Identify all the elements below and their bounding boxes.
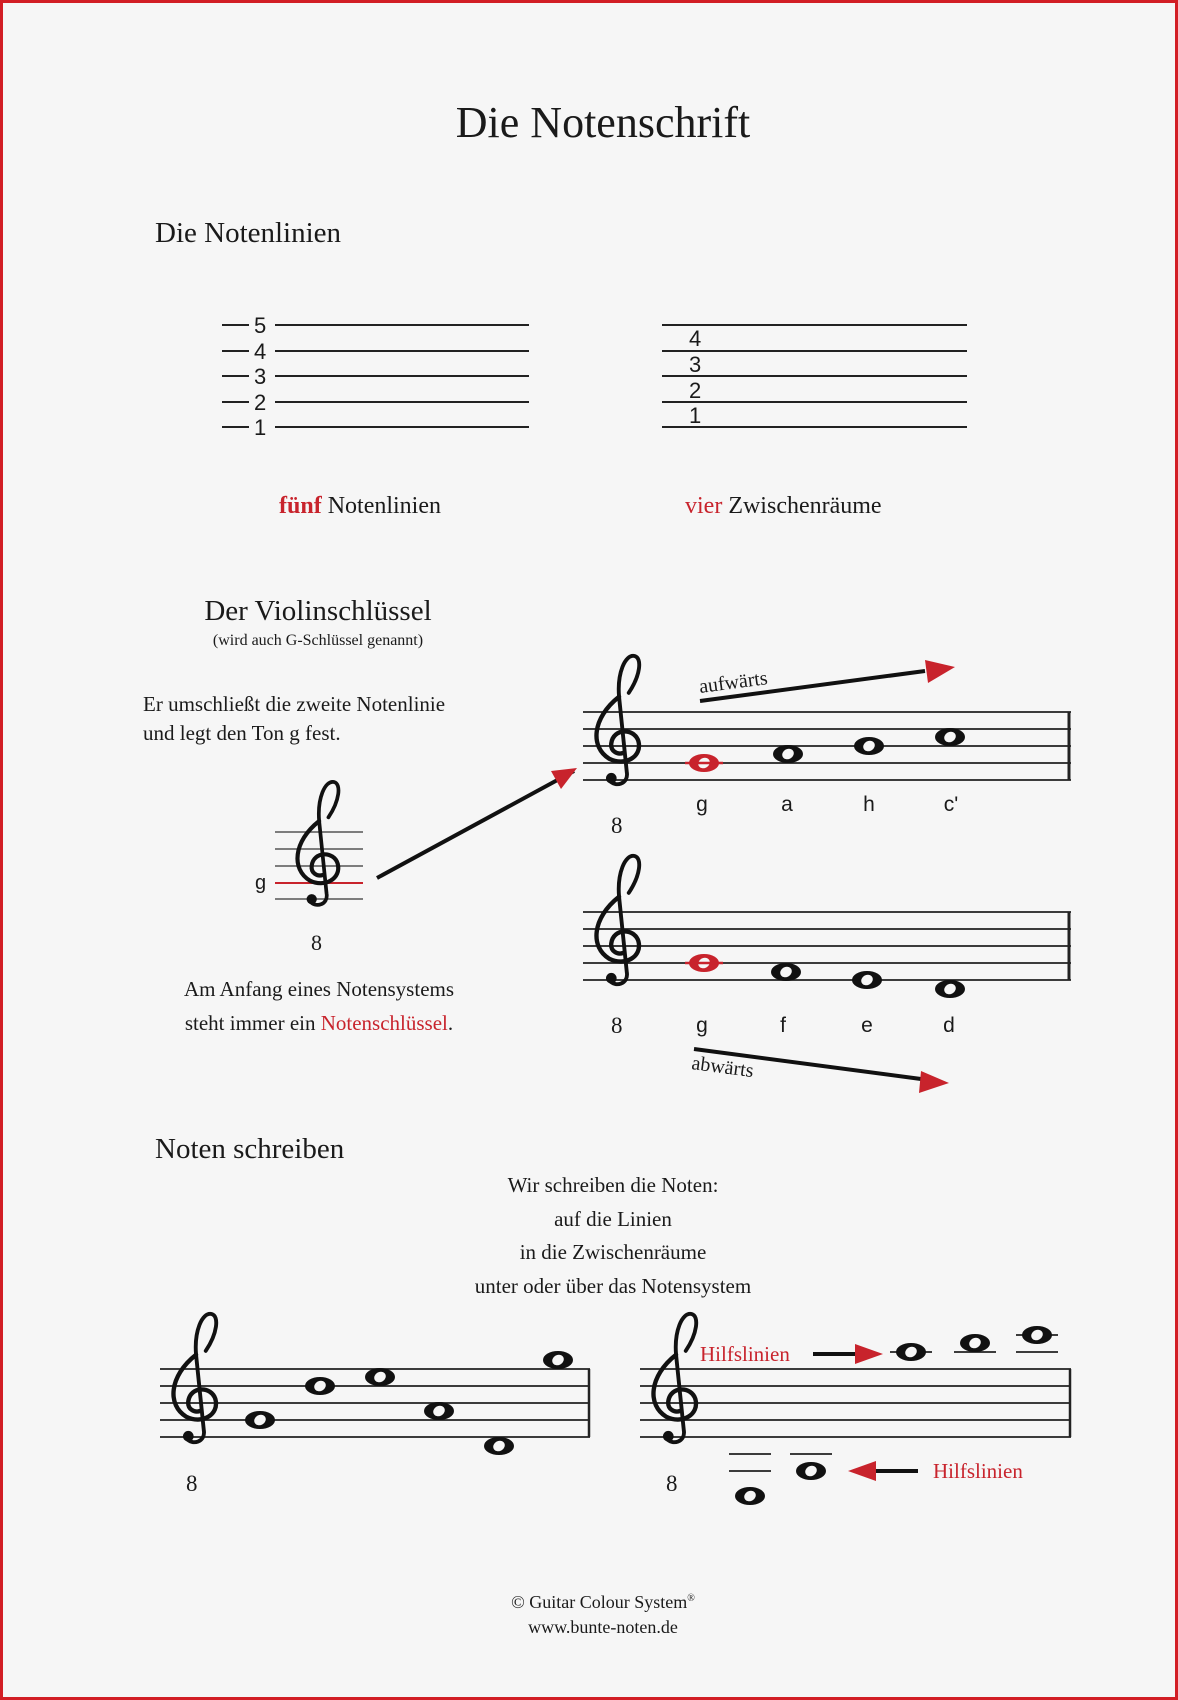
ledger-label-bottom: Hilfslinien (933, 1459, 1023, 1483)
note-emphasis: Notenschlüssel (320, 1011, 448, 1035)
four-spaces-diagram (662, 325, 967, 427)
arrowhead-icon (848, 1461, 876, 1481)
space-number: 2 (689, 378, 702, 403)
note-head (935, 728, 965, 746)
note-head (854, 737, 884, 755)
line-number: 2 (254, 390, 267, 415)
note-head (773, 745, 803, 763)
note-head (960, 1334, 990, 1352)
note-name: g (696, 793, 708, 816)
pointer-arrow (377, 771, 574, 878)
description-line: und legt den Ton g fest. (143, 721, 341, 745)
note-name: d (943, 1014, 955, 1037)
line-number: 5 (254, 313, 267, 338)
line-number: 1 (254, 415, 267, 440)
description-line: Er umschließt die zweite Notenlinie (143, 692, 446, 716)
note-name: a (781, 793, 793, 816)
g-label: g (255, 872, 267, 894)
caption-emphasis: vier (685, 493, 723, 519)
caption-emphasis: fünf (279, 493, 322, 519)
note-name: h (863, 793, 875, 816)
note-head (735, 1487, 765, 1505)
space-number: 3 (689, 352, 702, 377)
instruction-line: Wir schreiben die Noten: (507, 1173, 719, 1197)
instruction-line: in die Zwischenräume (519, 1240, 707, 1264)
note-line: Am Anfang eines Notensystems (183, 977, 455, 1001)
space-number: 1 (689, 403, 702, 428)
copyright (3, 1586, 1178, 1615)
clef-octave-label: 8 (666, 1471, 678, 1496)
note-head (484, 1437, 514, 1455)
section-subheading: (wird auch G-Schlüssel genannt) (212, 632, 424, 649)
arrowhead-icon (919, 1071, 949, 1093)
line-number: 4 (254, 339, 267, 364)
footer (3, 1586, 1178, 1640)
arrowhead-icon (925, 660, 955, 683)
staff-notes-example (160, 1314, 590, 1496)
small-clef-staff (255, 782, 363, 955)
note-head (424, 1402, 454, 1420)
clef-description (143, 690, 445, 748)
note-head (365, 1368, 395, 1386)
five-lines-caption (279, 493, 441, 520)
section-heading-noten-schreiben: Noten schreiben (155, 1133, 345, 1165)
arrowhead-icon (551, 768, 577, 789)
note-name: c' (943, 793, 959, 816)
upward-label: aufwärts (697, 667, 769, 698)
clef-octave-label: 8 (311, 930, 322, 955)
note-name: f (780, 1014, 786, 1037)
page-title: Die Notenschrift (455, 98, 751, 147)
five-lines-diagram (222, 325, 529, 427)
four-spaces-caption (685, 493, 882, 520)
note-head (305, 1377, 335, 1395)
note-text: steht immer ein (184, 1011, 321, 1035)
arrowhead-icon (855, 1344, 883, 1364)
space-number: 4 (689, 326, 702, 351)
note-head (245, 1411, 275, 1429)
note-name: e (861, 1014, 873, 1037)
clef-octave-label: 8 (611, 1013, 623, 1038)
line-number: 3 (254, 364, 267, 389)
copyright-text: © Guitar Colour System (511, 1592, 688, 1612)
note-name: g (696, 1014, 708, 1037)
writing-instructions (303, 1169, 923, 1303)
section-heading-notenlinien: Die Notenlinien (155, 217, 342, 249)
staff-downward (583, 856, 1071, 1093)
section-heading-violinschluessel: Der Violinschlüssel (204, 595, 432, 627)
instruction-line: unter oder über das Notensystem (474, 1273, 752, 1298)
note-head (896, 1343, 926, 1361)
note-head (771, 963, 801, 981)
clef-octave-label: 8 (186, 1471, 198, 1496)
instruction-line: auf die Linien (554, 1206, 672, 1231)
downward-label: abwärts (690, 1052, 755, 1083)
caption-text: Notenlinien (321, 493, 441, 519)
note-head (543, 1351, 573, 1369)
note-head (935, 980, 965, 998)
note-head (852, 971, 882, 989)
note-text: . (447, 1011, 454, 1035)
staff-upward (583, 656, 1071, 838)
note-head (796, 1462, 826, 1480)
notation-graphics (3, 3, 1175, 1697)
caption-text: Zwischenräume (722, 493, 882, 519)
website-link[interactable]: www.bunte-noten.de (528, 1617, 678, 1637)
note-head (1022, 1326, 1052, 1344)
clef-note (143, 972, 495, 1040)
staff-ledger-lines (640, 1314, 1071, 1505)
ledger-label-top: Hilfslinien (700, 1342, 790, 1366)
registered-mark: ® (687, 1593, 695, 1604)
note-line (143, 1006, 495, 1040)
clef-octave-label: 8 (611, 813, 623, 838)
